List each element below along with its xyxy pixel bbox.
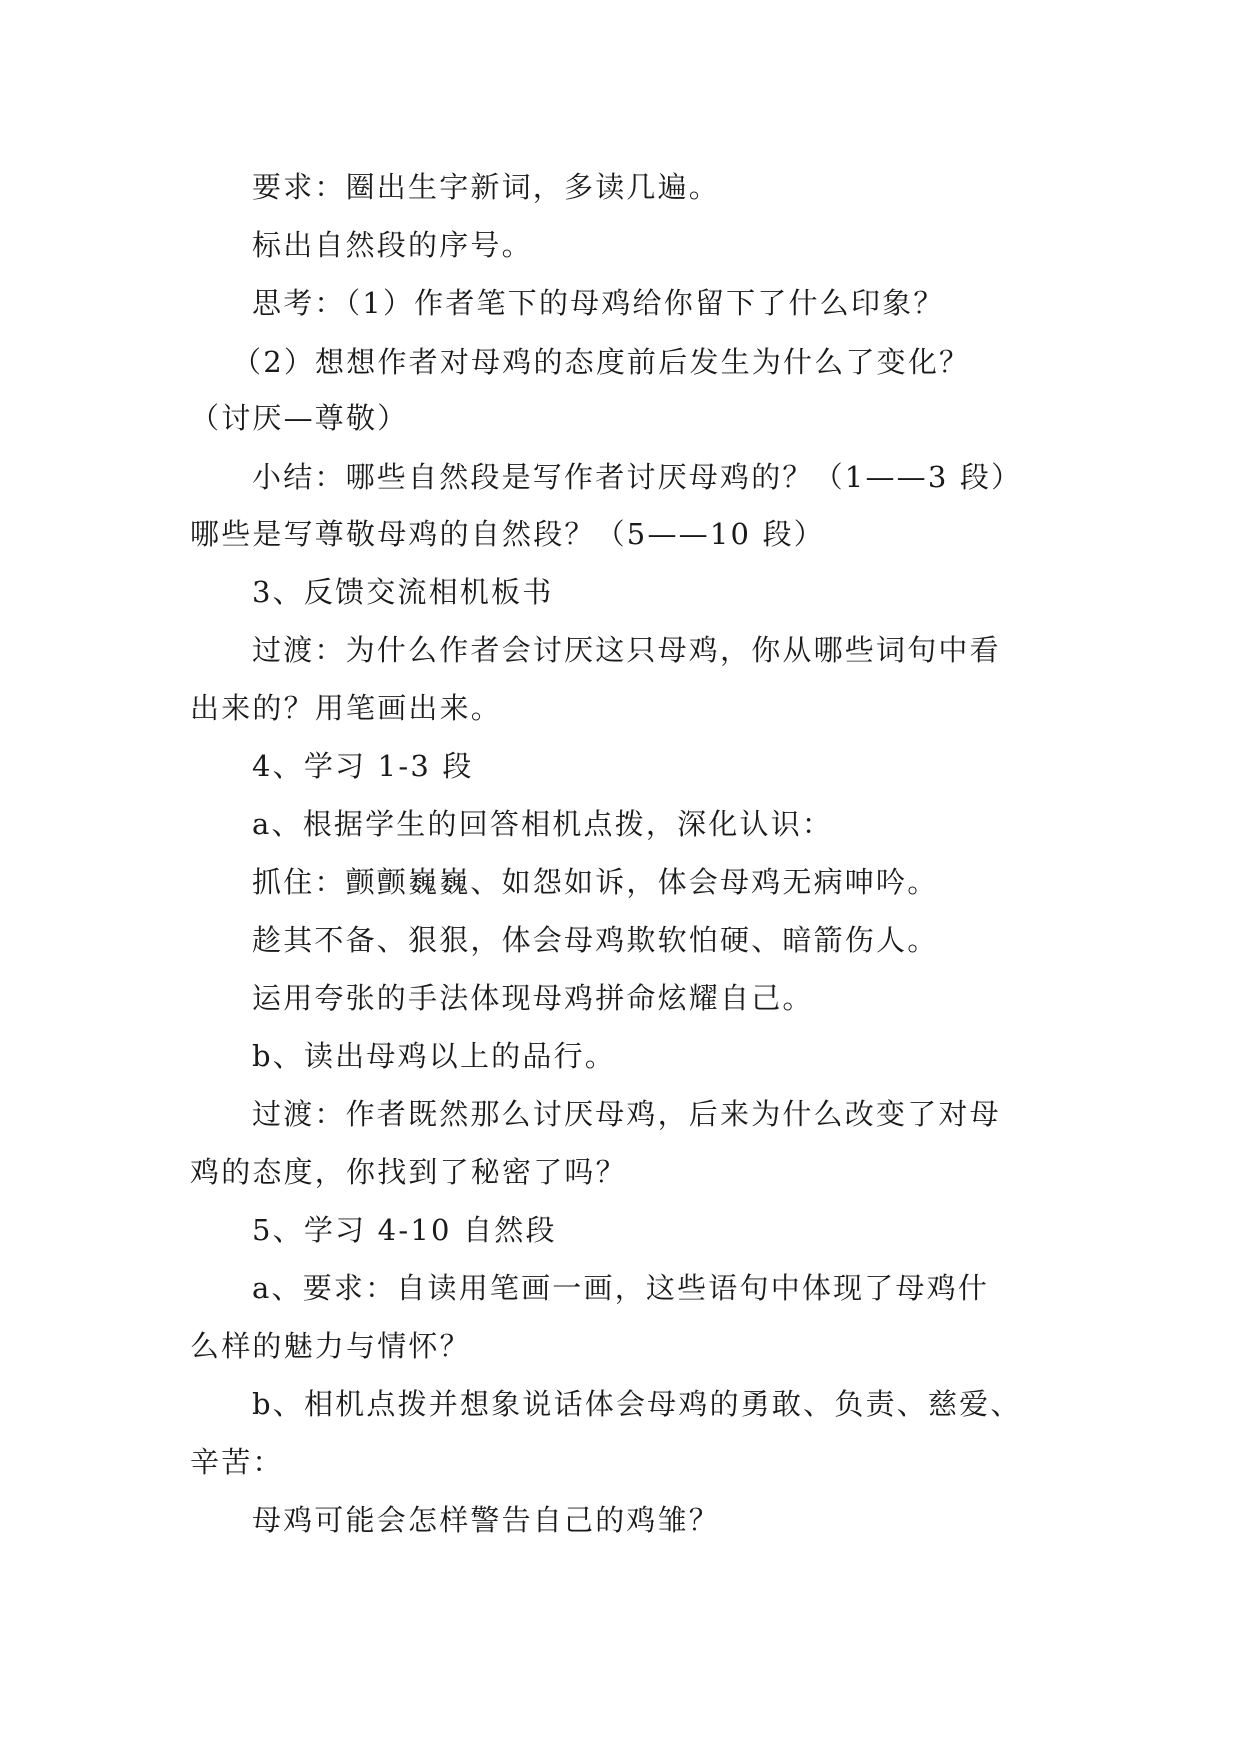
text-line-step-4a: a、根据学生的回答相机点拨，深化认识： [252, 807, 834, 841]
text-line-attitude: （讨厌—尊敬） [190, 401, 409, 435]
text-line-step-5b-2: 辛苦： [190, 1445, 284, 1479]
text-line-question: 母鸡可能会怎样警告自己的鸡雏？ [252, 1503, 721, 1537]
text-line-step-5: 5、学习 4-10 自然段 [252, 1213, 557, 1247]
text-line-step-4: 4、学习 1-3 段 [252, 749, 474, 783]
text-line-think-2: （2）想想作者对母鸡的态度前后发生为什么了变化？ [232, 345, 971, 379]
text-line-surprise: 趁其不备、狠狠，体会母鸡欺软怕硬、暗箭伤人。 [252, 923, 939, 957]
text-line-step-3: 3、反馈交流相机板书 [252, 575, 554, 609]
text-line-requirement: 要求：圈出生字新词，多读几遍。 [252, 170, 721, 204]
text-line-step-5a-1: a、要求：自读用笔画一画，这些语句中体现了母鸡什 [252, 1271, 990, 1305]
text-line-step-5b-1: b、相机点拨并想象说话体会母鸡的勇敢、负责、慈爱、 [252, 1387, 1022, 1421]
text-line-summary-2: 哪些是写尊敬母鸡的自然段？（5——10 段） [190, 517, 825, 551]
text-line-step-5a-2: 么样的魅力与情怀？ [190, 1329, 471, 1363]
text-line-transition-1a: 过渡：为什么作者会讨厌这只母鸡，你从哪些词句中看 [252, 633, 1001, 667]
text-line-step-4b: b、读出母鸡以上的品行。 [252, 1039, 616, 1073]
text-line-summary-1: 小结：哪些自然段是写作者讨厌母鸡的？（1——3 段） [252, 460, 1023, 494]
text-line-exaggeration: 运用夸张的手法体现母鸡拼命炫耀自己。 [252, 981, 814, 1015]
text-line-transition-1b: 出来的？用笔画出来。 [190, 691, 503, 725]
text-line-grasp: 抓住：颤颤巍巍、如怨如诉，体会母鸡无病呻吟。 [252, 865, 939, 899]
text-line-transition-2a: 过渡：作者既然那么讨厌母鸡，后来为什么改变了对母 [252, 1097, 1001, 1131]
text-line-paragraph-numbers: 标出自然段的序号。 [252, 228, 533, 262]
text-line-transition-2b: 鸡的态度，你找到了秘密了吗？ [190, 1155, 627, 1189]
text-line-think-1: 思考：（1）作者笔下的母鸡给你留下了什么印象？ [252, 286, 945, 320]
